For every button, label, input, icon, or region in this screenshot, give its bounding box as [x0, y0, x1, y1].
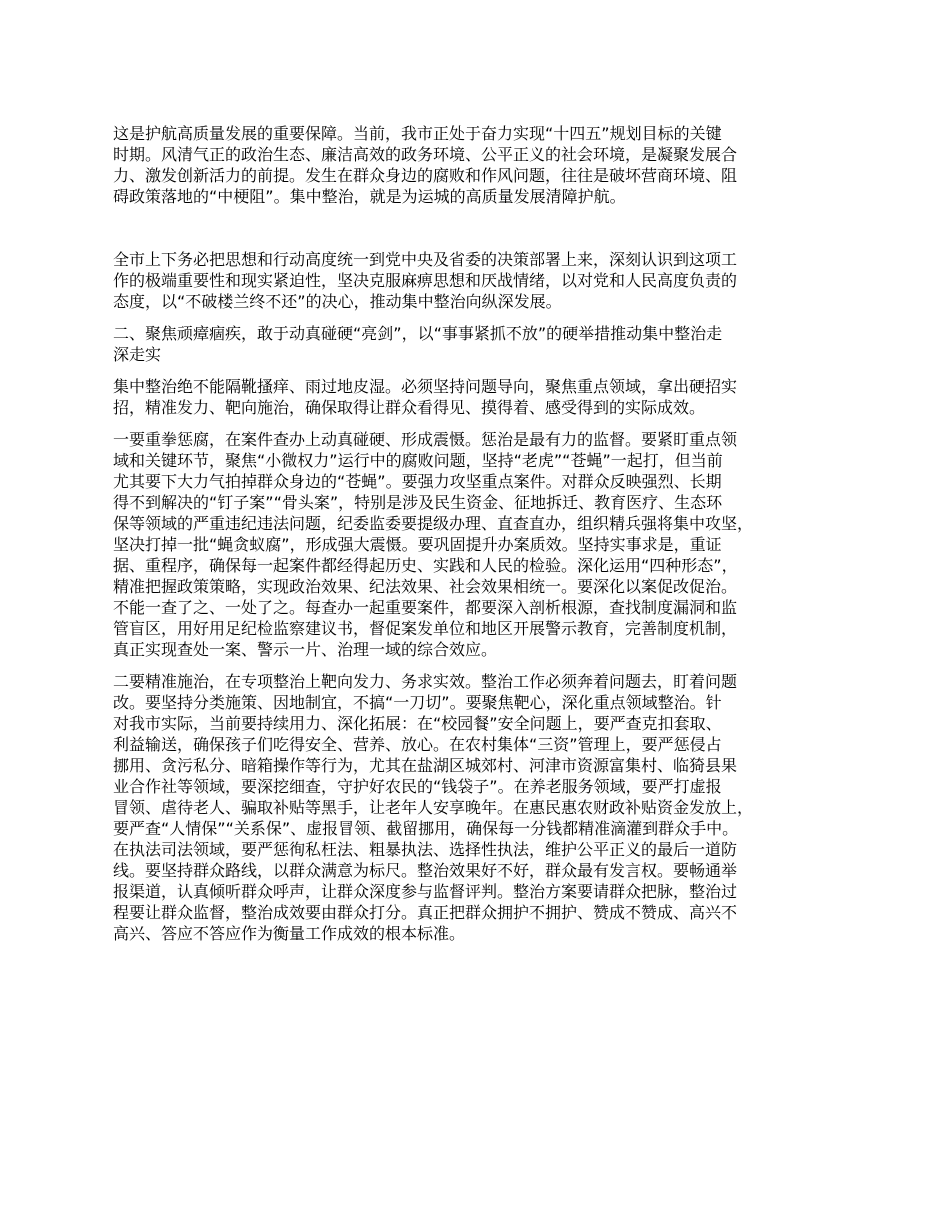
- text-line: 时期。风清气正的政治生态、廉洁高效的政务环境、公平正义的社会环境，是凝聚发展合: [113, 145, 738, 164]
- text-line: 业合作社等领域，要深挖细查，守护好农民的“钱袋子”。在养老服务领域，要严打虚报: [113, 777, 722, 796]
- heading-line: 深走实: [113, 345, 162, 364]
- spacer: [113, 418, 853, 429]
- text-line: 程要让群众监督，整治成效要由群众打分。真正把群众拥护不拥护、赞成不赞成、高兴不: [113, 903, 738, 922]
- text-line: 力、激发创新活力的前提。发生在群众身边的腐败和作风问题，往往是破坏营商环境、阻: [113, 166, 738, 185]
- heading-line: 二、聚焦顽瘴痼疾，敢于动真碰硬“亮剑”，以“事事紧抓不放”的硬举措推动集中整治走: [113, 324, 723, 343]
- text-line: 在执法司法领域，要严惩徇私枉法、粗暴执法、选择性执法，维护公平正义的最后一道防: [113, 840, 738, 859]
- text-line: 精准把握政策策略，实现政治效果、纪法效果、社会效果相统一。要深化以案促改促治。: [113, 577, 738, 596]
- text-line: 改。要坚持分类施策、因地制宜，不搞“一刀切”。要聚焦靶心，深化重点领域整治。针: [113, 693, 722, 712]
- text-line: 对我市实际，当前要持续用力、深化拓展：在“校园餐”安全问题上，要严查克扣套取、: [113, 714, 722, 733]
- text-line: 报渠道，认真倾听群众呼声，让群众深度参与监督评判。整治方案要请群众把脉，整治过: [113, 882, 738, 901]
- text-line: 挪用、贪污私分、暗箱操作等行为，尤其在盐湖区城郊村、河津市资源富集村、临猗县果: [113, 756, 738, 775]
- spacer: [113, 365, 853, 376]
- text-line: 不能一查了之、一处了之。每查办一起重要案件，都要深入剖析根源，查找制度漏洞和监: [113, 598, 738, 617]
- text-line: 这是护航高质量发展的重要保障。当前，我市正处于奋力实现“十四五”规划目标的关键: [113, 124, 722, 143]
- text-line: 全市上下务必把思想和行动高度统一到党中央及省委的决策部署上来，深刻认识到这项工: [113, 250, 738, 269]
- text-line: 集中整治绝不能隔靴搔痒、雨过地皮湿。必须坚持问题导向，聚焦重点领域，拿出硬招实: [113, 377, 738, 396]
- text-line: 一要重拳惩腐，在案件查办上动真碰硬、形成震慑。惩治是最有力的监督。要紧盯重点领: [113, 430, 738, 449]
- text-line: 据、重程序，确保每一起案件都经得起历史、实践和人民的检验。深化运用“四种形态”，: [113, 556, 738, 575]
- text-line: 线。要坚持群众路线，以群众满意为标尺。整治效果好不好，群众最有发言权。要畅通举: [113, 861, 738, 880]
- spacer: [113, 207, 853, 249]
- text-line: 真正实现查处一案、警示一片、治理一域的综合效应。: [113, 640, 498, 659]
- text-line: 态度，以“不破楼兰终不还”的决心，推动集中整治向纵深发展。: [113, 292, 562, 311]
- text-line: 碍政策落地的“中梗阻”。集中整治，就是为运城的高质量发展清障护航。: [113, 187, 626, 206]
- text-line: 域和关键环节，聚焦“小微权力”运行中的腐败问题，坚持“老虎”“苍蝇”一起打，但当前: [113, 451, 723, 470]
- spacer: [113, 660, 853, 671]
- text-line: 高兴、答应不答应作为衡量工作成效的根本标准。: [113, 924, 466, 943]
- text-line: 尤其要下大力气拍掉群众身边的“苍蝇”。要强力攻坚重点案件。对群众反映强烈、长期: [113, 472, 722, 491]
- paragraph-problem-oriented: [113, 376, 853, 418]
- paragraph-intro: [113, 123, 853, 207]
- text-line: 二要精准施治，在专项整治上靶向发力、务求实效。整治工作必须奔着问题去，盯着问题: [113, 672, 738, 691]
- document-page: [113, 123, 853, 944]
- text-line: 作的极端重要性和现实紧迫性，坚决克服麻痹思想和厌战情绪，以对党和人民高度负责的: [113, 271, 738, 290]
- text-line: 保等领域的严重违纪违法问题，纪委监委要提级办理、直查直办，组织精兵强将集中攻坚，: [113, 514, 754, 533]
- text-line: 要严查“人情保”“关系保”、虚报冒领、截留挪用，确保每一分钱都精准滴灌到群众手中。: [113, 819, 739, 838]
- paragraph-commitment: [113, 249, 853, 312]
- text-line: 冒领、虐待老人、骗取补贴等黑手，让老年人安享晚年。在惠民惠农财政补贴资金发放上，: [113, 798, 754, 817]
- text-line: 坚决打掉一批“蝇贪蚁腐”，形成强大震慑。要巩固提升办案质效。坚持实事求是，重证: [113, 535, 722, 554]
- paragraph-anti-corruption: [113, 429, 853, 660]
- text-line: 利益输送，确保孩子们吃得安全、营养、放心。在农村集体“三资”管理上，要严惩侵占: [113, 735, 722, 754]
- text-line: 招，精准发力、靶向施治，确保取得让群众看得见、摸得着、感受得到的实际成效。: [113, 398, 706, 417]
- spacer: [113, 312, 853, 323]
- section-heading: [113, 323, 853, 365]
- text-line: 管盲区，用好用足纪检监察建议书，督促案发单位和地区开展警示教育，完善制度机制，: [113, 619, 738, 638]
- text-line: 得不到解决的“钉子案”“骨头案”，特别是涉及民生资金、征地拆迁、教育医疗、生态环: [113, 493, 723, 512]
- paragraph-targeted-rectification: [113, 671, 853, 944]
